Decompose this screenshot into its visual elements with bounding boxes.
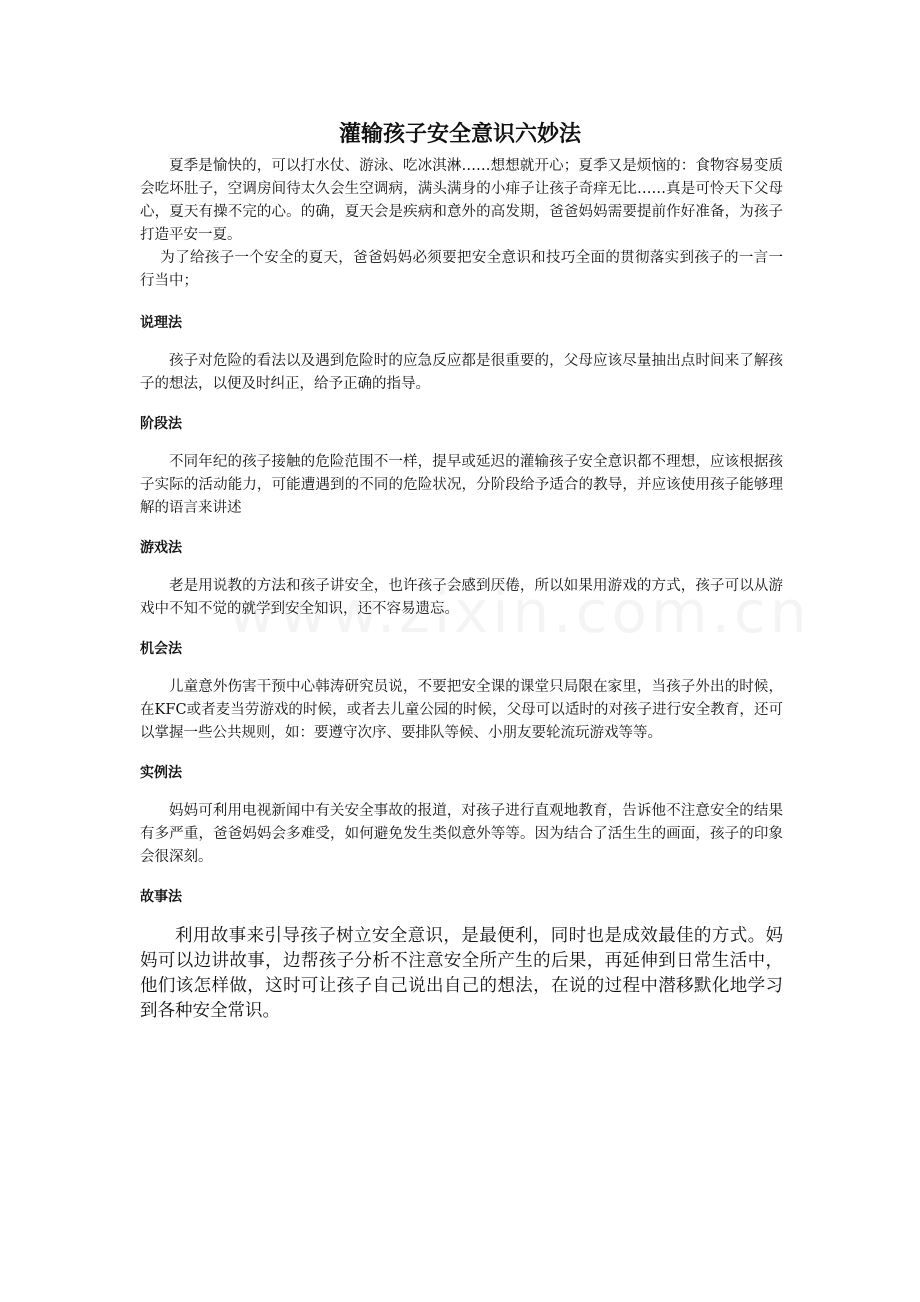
intro-paragraph-1: 夏季是愉快的，可以打水仗、游泳、吃冰淇淋……想想就开心；夏季又是烦恼的：食物容易变质会吃坏肚子，空调房间待太久会生空调病，满头满身的小痱子让孩子奇痒无比……真是可怜天下父母心，夏天有操不完的心。的确，夏天会是疾病和意外的高发期，爸爸妈妈需要提前作好准备，为孩子打造平安一夏。: [140, 158, 783, 243]
intro-paragraph-2: 为了给孩子一个安全的夏天，爸爸妈妈必须要把安全意识和技巧全面的贯彻落实到孩子的一言一行当中；: [140, 250, 783, 289]
section-body-opportunity: 儿童意外伤害干预中心韩涛研究员说，不要把安全课的课堂只局限在家里，当孩子外出的时候，在KFC或者麦当劳游戏的时候，或者去儿童公园的时候，父母可以适时的对孩子进行安全教育，还可以掌握一些公共规则，如：要遵守次序、要排队等候、小朋友要轮流玩游戏等等。: [140, 679, 783, 741]
section-heading-opportunity: 机会法: [140, 641, 182, 657]
section-heading-game: 游戏法: [140, 540, 182, 556]
document-title: 灌输孩子安全意识六妙法: [338, 122, 581, 147]
section-heading-example: 实例法: [140, 765, 182, 781]
section-body-game: 老是用说教的方法和孩子讲安全，也许孩子会感到厌倦，所以如果用游戏的方式，孩子可以从游戏中不知不觉的就学到安全知识，还不容易遗忘。: [140, 578, 783, 617]
section-heading-reasoning: 说理法: [140, 315, 182, 331]
section-heading-stage: 阶段法: [140, 416, 182, 432]
section-body-reasoning: 孩子对危险的看法以及遇到危险时的应急反应都是很重要的，父母应该尽量抽出点时间来了解孩子的想法，以便及时纠正，给予正确的指导。: [140, 353, 783, 392]
section-body-stage: 不同年纪的孩子接触的危险范围不一样，提早或延迟的灌输孩子安全意识都不理想，应该根据孩子实际的活动能力，可能遭遇到的不同的危险状况，分阶段给予适合的教导，并应该使用孩子能够理解的语言来讲述: [140, 454, 783, 516]
section-body-story: 利用故事来引导孩子树立安全意识，是最便利，同时也是成效最佳的方式。妈妈可以边讲故事，边帮孩子分析不注意安全所产生的后果，再延伸到日常生活中，他们该怎样做，这时可让孩子自己说出自己的想法，在说的过程中潜移默化地学习到各种安全常识。: [140, 926, 783, 1021]
section-body-example: 妈妈可利用电视新闻中有关安全事故的报道，对孩子进行直观地教育，告诉他不注意安全的结果有多严重，爸爸妈妈会多难受，如何避免发生类似意外等等。因为结合了活生生的画面，孩子的印象会很深刻。: [140, 803, 783, 865]
section-heading-story: 故事法: [140, 889, 182, 905]
document-body: [140, 155, 783, 1024]
